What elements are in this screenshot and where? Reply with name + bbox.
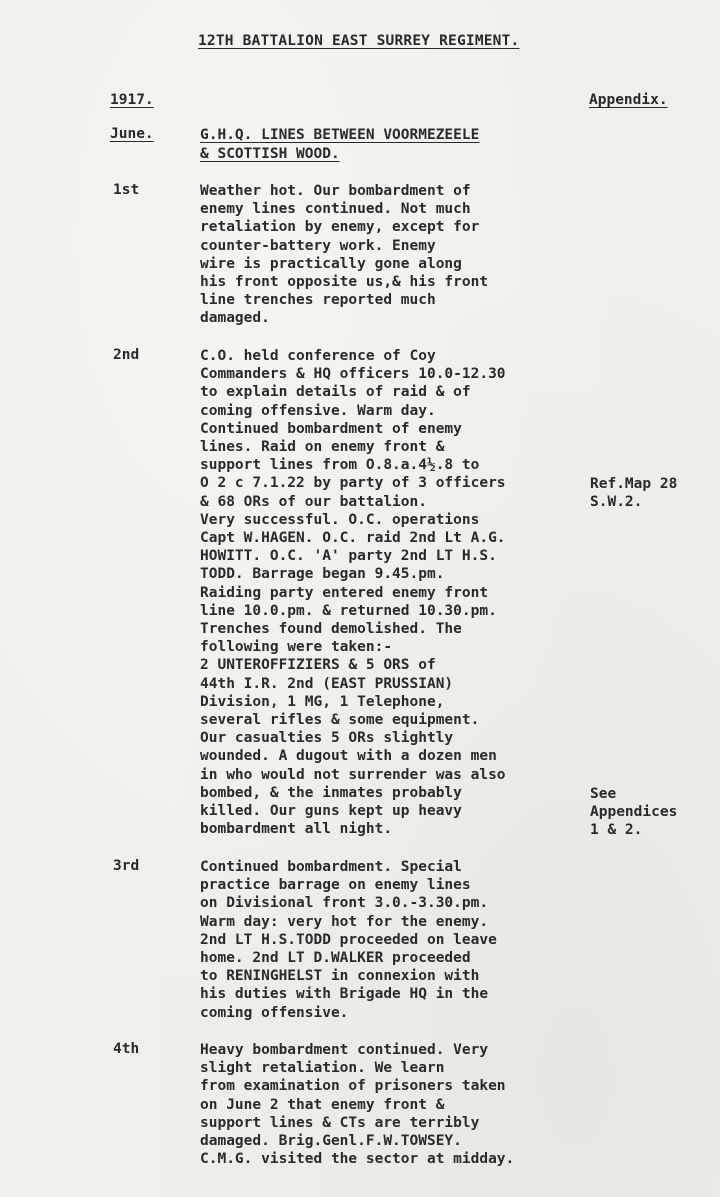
appendix-note-line: Appendices: [590, 804, 678, 821]
entry-line: practice barrage on enemy lines: [200, 877, 471, 894]
entry-line: his front opposite us,& his front: [200, 274, 489, 291]
entry-line: lines. Raid on enemy front &: [200, 439, 445, 456]
appendix-note-ref-map: [590, 475, 677, 511]
entry-line: coming offensive. Warm day.: [200, 402, 436, 419]
entry-line: wounded. A dugout with a dozen men: [200, 748, 497, 765]
appendix-note-line: S.W.2.: [590, 494, 643, 511]
entry-line: home. 2nd LT D.WALKER proceeded: [200, 950, 471, 967]
entry-line: bombed, & the inmates probably: [200, 784, 462, 801]
entry-text-1st: [200, 182, 600, 328]
appendix-note-line: See: [590, 786, 617, 802]
entry-text-2nd: [200, 347, 600, 838]
entry-line: killed. Our guns kept up heavy: [200, 803, 462, 820]
entry-line: several rifles & some equipment.: [200, 712, 480, 729]
entry-line: line 10.0.pm. & returned 10.30.pm.: [200, 602, 497, 619]
entry-line: following were taken:-: [200, 639, 393, 656]
entry-line: Very successful. O.C. operations: [200, 511, 480, 528]
entry-line: damaged. Brig.Genl.F.W.TOWSEY.: [200, 1133, 462, 1150]
entry-line: damaged.: [200, 310, 270, 327]
entry-line: bombardment all night.: [200, 821, 393, 838]
entry-line: Continued bombardment. Special: [200, 859, 462, 875]
entry-text-4th: [200, 1041, 600, 1168]
entry-day-2nd: 2nd: [113, 347, 140, 363]
entry-line: his duties with Brigade HQ in the: [200, 986, 489, 1003]
appendix-note-line: 1 & 2.: [590, 822, 643, 839]
entry-line: HOWITT. O.C. 'A' party 2nd LT H.S.: [200, 548, 497, 565]
entry-text-3rd: [200, 858, 600, 1022]
entry-line: Warm day: very hot for the enemy.: [200, 913, 489, 930]
entry-line: 2 UNTEROFFIZIERS & 5 ORS of: [200, 657, 436, 674]
entry-line: Raiding party entered enemy front: [200, 584, 489, 601]
entry-line: TODD. Barrage began 9.45.pm.: [200, 566, 445, 583]
entry-line: slight retaliation. We learn: [200, 1060, 445, 1077]
entry-line: Our casualties 5 ORs slightly: [200, 730, 454, 747]
document-title: 12TH BATTALION EAST SURREY REGIMENT.: [198, 33, 520, 49]
appendix-note-see-appendices: [590, 785, 677, 840]
appendix-note-line: Ref.Map 28: [590, 476, 678, 492]
entry-line: Trenches found demolished. The: [200, 621, 462, 638]
entry-day-4th: 4th: [113, 1041, 140, 1057]
entry-line: Division, 1 MG, 1 Telephone,: [200, 693, 445, 710]
entry-line: in who would not surrender was also: [200, 766, 506, 783]
entry-line: 44th I.R. 2nd (EAST PRUSSIAN): [200, 675, 454, 692]
year-heading: 1917.: [110, 92, 154, 108]
entry-line: 2nd LT H.S.TODD proceeded on leave: [200, 931, 497, 948]
entry-line: on June 2 that enemy front &: [200, 1096, 445, 1113]
entry-line: counter-battery work. Enemy: [200, 237, 436, 254]
entry-line: Continued bombardment of enemy: [200, 420, 462, 437]
entry-line: retaliation by enemy, except for: [200, 219, 480, 236]
entry-line: support lines from O.8.a.4½.8 to: [200, 457, 480, 474]
entry-line: wire is practically gone along: [200, 255, 462, 272]
entry-line: enemy lines continued. Not much: [200, 201, 471, 218]
entry-line: to explain details of raid & of: [200, 384, 471, 401]
entry-line: Commanders & HQ officers 10.0-12.30: [200, 366, 506, 383]
entry-line: Heavy bombardment continued. Very: [200, 1042, 489, 1058]
entry-line: & 68 ORs of our battalion.: [200, 493, 427, 510]
location-line: & SCOTTISH WOOD.: [200, 145, 340, 162]
entry-line: on Divisional front 3.0.-3.30.pm.: [200, 895, 489, 912]
entry-line: Capt W.HAGEN. O.C. raid 2nd Lt A.G.: [200, 530, 506, 547]
entry-day-3rd: 3rd: [113, 858, 140, 874]
appendix-column-heading: Appendix.: [589, 92, 668, 108]
entry-line: coming offensive.: [200, 1004, 349, 1021]
entry-line: C.O. held conference of Coy: [200, 348, 436, 364]
entry-day-1st: 1st: [113, 182, 140, 198]
entry-line: from examination of prisoners taken: [200, 1078, 506, 1095]
entry-line: to RENINGHELST in connexion with: [200, 968, 480, 985]
entry-line: C.M.G. visited the sector at midday.: [200, 1151, 515, 1168]
entry-line: O 2 c 7.1.22 by party of 3 officers: [200, 475, 506, 492]
month-heading: June.: [110, 126, 154, 142]
location-heading: [200, 126, 479, 163]
entry-line: Weather hot. Our bombardment of: [200, 183, 471, 199]
entry-line: line trenches reported much: [200, 292, 436, 309]
entry-line: support lines & CTs are terribly: [200, 1114, 480, 1131]
location-line: G.H.Q. LINES BETWEEN VOORMEZEELE: [200, 127, 480, 143]
